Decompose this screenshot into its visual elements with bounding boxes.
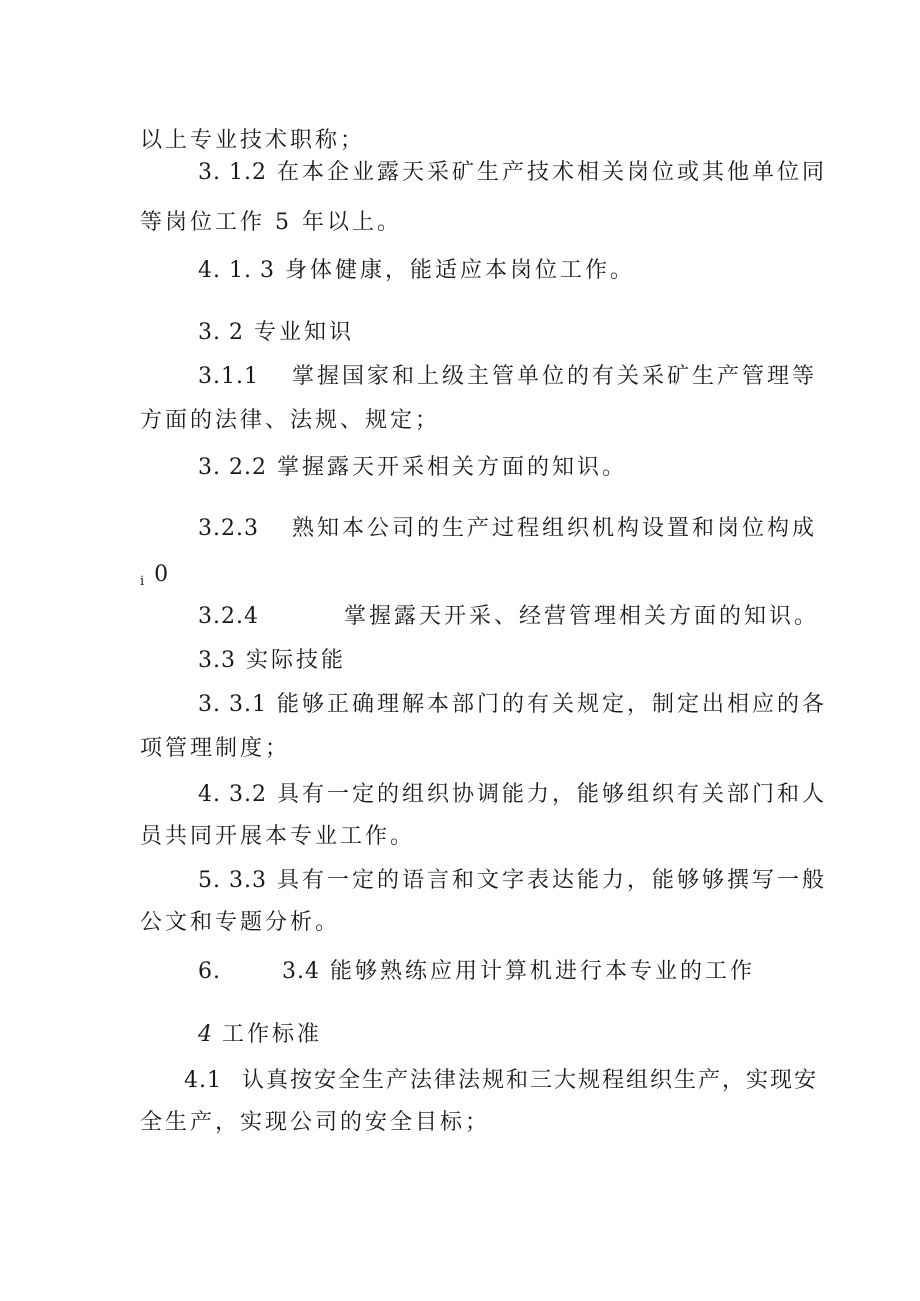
line-text: 能够正确理解本部门的有关规定，制定出相应的各 [276,692,827,717]
line-text: 掌握国家和上级主管单位的有关采矿生产管理等 [292,364,818,389]
paragraph-line [198,690,827,720]
section-number: 3.2.3 [198,516,259,541]
line-text: 能够熟练应用计算机进行本专业的工作 [330,959,756,984]
paragraph-line [140,1108,490,1138]
line-text: 以上专业技术职称； [140,128,366,153]
line-text: 项管理制度； [140,736,291,761]
line-text: 等岗位工作 5 年以上。 [140,210,402,235]
paragraph-line [140,208,402,238]
section-number: 3.3 [198,648,236,673]
line-text: 具有一定的组织协调能力，能够组织有关部门和人 [276,782,827,807]
section-number: 4. 1. 3 [198,258,275,283]
section-number: 3. 2 [198,320,244,345]
paragraph-line [140,560,168,597]
section-number: 4 [198,1022,212,1047]
paragraph-line [140,406,440,436]
line-text: 熟知本公司的生产过程组织机构设置和岗位构成 [292,516,818,541]
subsection-number: 3.4 [282,959,320,984]
line-text: 掌握露天开采、经营管理相关方面的知识。 [344,604,820,629]
paragraph-line [198,866,827,896]
line-text: 具有一定的语言和文字表达能力，能够够撰写一般 [276,868,827,893]
line-text: 全生产，实现公司的安全目标； [140,1110,491,1135]
line-text: 公文和专题分析。 [140,910,341,935]
stray-subscript: i [140,574,145,589]
line-text: 认真按安全生产法律法规和三大规程组织生产，实现安 [242,1068,819,1093]
paragraph-line [198,1020,322,1050]
paragraph-line [140,734,290,764]
line-text: 0 [154,562,169,587]
paragraph-line [198,158,827,188]
paragraph-line [140,126,365,156]
section-number: 5. 3.3 [198,868,267,893]
line-text: 掌握露天开采相关方面的知识。 [276,455,627,480]
line-text: 专业知识 [253,320,354,345]
section-number: 3. 1.2 [198,160,267,185]
paragraph-line [140,822,415,852]
line-text: 员共同开展本专业工作。 [140,824,416,849]
paragraph-line [198,514,817,544]
paragraph-line [198,453,627,483]
section-number: 4.1 [184,1068,222,1093]
paragraph-line [198,318,354,348]
line-text: 工作标准 [222,1022,323,1047]
paragraph-line [198,362,817,392]
section-number: 6. [198,959,221,984]
paragraph-line [198,957,755,987]
line-text: 实际技能 [246,648,347,673]
paragraph-line [198,780,827,810]
section-number: 3. 2.2 [198,455,267,480]
paragraph-line [198,602,819,632]
section-number: 3. 3.1 [198,692,267,717]
paragraph-line [140,908,340,938]
line-text: 身体健康，能适应本岗位工作。 [284,258,635,283]
paragraph-line [198,256,635,286]
section-number: 3.2.4 [198,604,259,629]
paragraph-line [198,646,346,676]
line-text: 方面的法律、法规、规定； [140,408,441,433]
section-number: 3.1.1 [198,364,259,389]
line-text: 在本企业露天采矿生产技术相关岗位或其他单位同 [276,160,827,185]
section-number: 4. 3.2 [198,782,267,807]
paragraph-line [184,1066,818,1096]
